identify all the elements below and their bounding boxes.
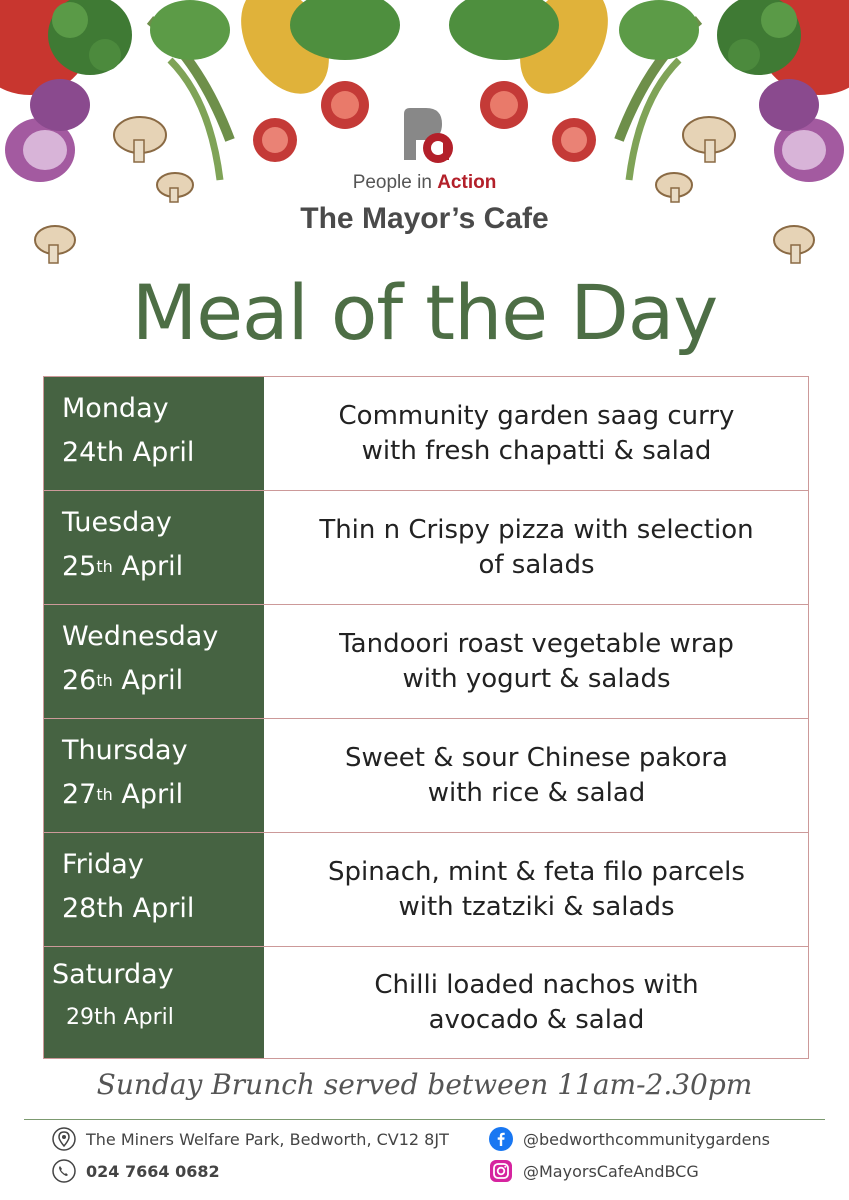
- day-cell: [44, 719, 264, 832]
- day-name: Saturday: [52, 959, 174, 990]
- day-cell: [44, 833, 264, 946]
- menu-row: [44, 719, 808, 833]
- day-cell: [44, 377, 264, 490]
- meal-line: with rice & salad: [427, 777, 646, 808]
- menu-row: [44, 833, 808, 947]
- day-date: 26th April: [62, 665, 184, 696]
- day-name: Tuesday: [62, 507, 172, 538]
- phone-icon: [52, 1159, 76, 1183]
- meal-cell: [265, 719, 808, 832]
- day-cell: [44, 605, 264, 718]
- day-date: 27th April: [62, 779, 184, 810]
- menu-table: [43, 376, 809, 1059]
- address-line: [52, 1127, 449, 1151]
- organisation-name-highlight: Action: [437, 172, 497, 193]
- day-name: Wednesday: [62, 621, 219, 652]
- meal-line: Tandoori roast vegetable wrap: [339, 628, 734, 659]
- facebook-icon: [489, 1127, 513, 1151]
- brunch-note: Sunday Brunch served between 11am-2.30pm: [96, 1068, 753, 1101]
- instagram-icon: [489, 1159, 513, 1183]
- meal-line: Thin n Crispy pizza with selection: [319, 514, 754, 545]
- meal-cell: [265, 947, 808, 1058]
- meal-line: with tzatziki & salads: [398, 891, 675, 922]
- meal-cell: [265, 377, 808, 490]
- location-pin-icon: [52, 1127, 76, 1151]
- day-date: 28th April: [62, 893, 195, 924]
- address-text: The Miners Welfare Park, Bedworth, CV12 8JT: [86, 1129, 449, 1149]
- phone-line[interactable]: [52, 1159, 220, 1183]
- meal-cell: [265, 491, 808, 604]
- meal-cell: [265, 833, 808, 946]
- meal-line: Community garden saag curry: [338, 400, 735, 431]
- menu-row: [44, 605, 808, 719]
- day-name: Monday: [62, 393, 169, 424]
- menu-row: [44, 377, 808, 491]
- day-name: Thursday: [62, 735, 188, 766]
- day-date: 29th April: [66, 1005, 174, 1030]
- meal-line: avocado & salad: [428, 1004, 645, 1035]
- instagram-line[interactable]: [489, 1159, 699, 1183]
- page-title: Meal of the Day: [131, 268, 718, 357]
- facebook-handle[interactable]: @bedworthcommunitygardens: [523, 1129, 770, 1149]
- meal-line: Spinach, mint & feta filo parcels: [328, 856, 745, 887]
- meal-line: Sweet & sour Chinese pakora: [345, 742, 728, 773]
- day-name: Friday: [62, 849, 144, 880]
- facebook-line[interactable]: [489, 1127, 770, 1151]
- meal-line: Chilli loaded nachos with: [374, 969, 699, 1000]
- day-cell: [44, 947, 264, 1058]
- logo-icon: [398, 104, 460, 166]
- meal-line: with fresh chapatti & salad: [361, 435, 712, 466]
- meal-line: of salads: [478, 549, 595, 580]
- cafe-name: The Mayor’s Cafe: [300, 202, 549, 235]
- organisation-name: People in Action: [352, 172, 497, 193]
- day-date: 24th April: [62, 437, 195, 468]
- day-date: 25th April: [62, 551, 184, 582]
- menu-row: [44, 491, 808, 605]
- phone-number[interactable]: 024 7664 0682: [86, 1161, 220, 1181]
- day-cell: [44, 491, 264, 604]
- menu-row: [44, 947, 808, 1058]
- meal-line: with yogurt & salads: [402, 663, 671, 694]
- instagram-handle[interactable]: @MayorsCafeAndBCG: [523, 1161, 699, 1181]
- footer-divider: [24, 1119, 825, 1120]
- meal-cell: [265, 605, 808, 718]
